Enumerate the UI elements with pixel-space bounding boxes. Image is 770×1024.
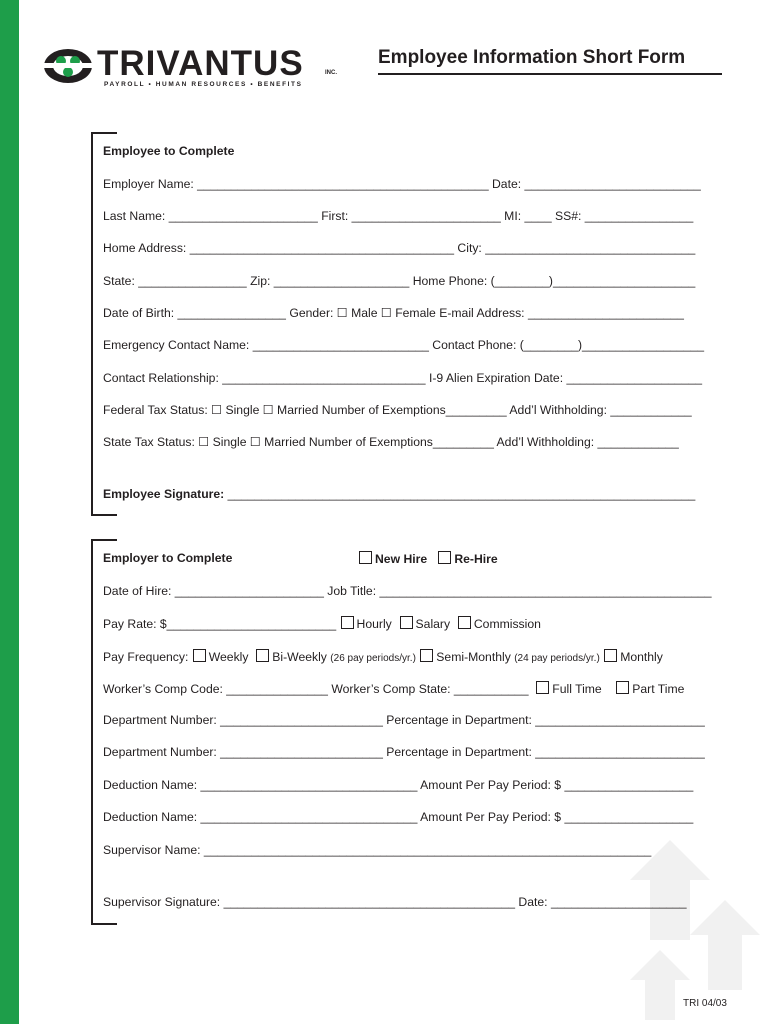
commission-checkbox[interactable] [458, 616, 471, 629]
commission-label: Commission [473, 617, 541, 631]
workers-comp-fields[interactable]: Worker’s Comp Code: _______________ Worker’s Comp State: ___________ [103, 682, 529, 696]
part-time-checkbox[interactable] [616, 681, 629, 694]
re-hire-checkbox[interactable] [438, 551, 451, 564]
new-hire-checkbox[interactable] [359, 551, 372, 564]
title-underline [378, 73, 722, 75]
salary-checkbox[interactable] [400, 616, 413, 629]
home-address-row[interactable]: Home Address: _______________________________________ City: _______________________________ [103, 241, 696, 255]
weekly-label: Weekly [208, 650, 249, 664]
contact-relationship-row[interactable]: Contact Relationship: ______________________________ I-9 Alien Expiration Date: ____________________ [103, 371, 703, 385]
emergency-contact-row[interactable]: Emergency Contact Name: __________________________ Contact Phone: (________)__________________ [103, 338, 705, 352]
part-time-label: Part Time [632, 682, 685, 696]
federal-tax-status-row[interactable]: Federal Tax Status: ☐ Single ☐ Married Number of Exemptions_________ Add’l Withholding: ____________ [103, 403, 692, 417]
date-of-hire-row[interactable]: Date of Hire: ______________________ Job Title: _________________________________________________ [103, 584, 712, 598]
semi-monthly-checkbox[interactable] [420, 649, 433, 662]
form-title: Employee Information Short Form [378, 47, 686, 68]
logo-tagline: PAYROLL • HUMAN RESOURCES • BENEFITS [104, 81, 303, 88]
employer-section-title: Employer to Complete [103, 551, 233, 565]
hourly-label: Hourly [356, 617, 392, 631]
bi-weekly-note: (26 pay periods/yr.) [330, 653, 416, 664]
dob-gender-email-row[interactable]: Date of Birth: ________________ Gender: ☐ Male ☐ Female E-mail Address: _______________________ [103, 306, 684, 320]
monthly-checkbox[interactable] [604, 649, 617, 662]
supervisor-signature-row[interactable]: Supervisor Signature: ___________________________________________ Date: ____________________ [103, 895, 687, 909]
salary-label: Salary [415, 617, 451, 631]
logo-wordmark: TRIVANTUS [97, 44, 304, 83]
deduction-row-2[interactable]: Deduction Name: ________________________________ Amount Per Pay Period: $ ___________________ [103, 810, 694, 824]
bi-weekly-checkbox[interactable] [256, 649, 269, 662]
weekly-checkbox[interactable] [193, 649, 206, 662]
pay-rate-field[interactable]: Pay Rate: $_________________________ [103, 617, 337, 631]
green-side-bar [0, 0, 19, 1024]
full-time-checkbox[interactable] [536, 681, 549, 694]
employee-section-title: Employee to Complete [103, 144, 235, 158]
hourly-checkbox[interactable] [341, 616, 354, 629]
employee-signature-line[interactable]: _____________________________________________________________________ [227, 487, 696, 501]
bi-weekly-label: Bi-Weekly [272, 650, 327, 664]
department-row-2[interactable]: Department Number: ________________________ Percentage in Department: _________________________ [103, 745, 705, 759]
pay-rate-row [103, 616, 541, 632]
form-code: TRI 04/03 [683, 998, 727, 1009]
semi-monthly-note: (24 pay periods/yr.) [514, 653, 600, 664]
re-hire-label: Re-Hire [454, 552, 498, 566]
logo-mark-icon [42, 44, 94, 86]
supervisor-name-row[interactable]: Supervisor Name: __________________________________________________________________ [103, 843, 652, 857]
watermark-arrows-icon [630, 840, 760, 1020]
deduction-row-1[interactable]: Deduction Name: ________________________________ Amount Per Pay Period: $ ___________________ [103, 778, 694, 792]
new-hire-label: New Hire [375, 552, 428, 566]
name-row[interactable]: Last Name: ______________________ First: ______________________ MI: ____ SS#: ________________ [103, 209, 694, 223]
department-row-1[interactable]: Department Number: ________________________ Percentage in Department: _________________________ [103, 713, 705, 727]
full-time-label: Full Time [552, 682, 602, 696]
state-zip-phone-row[interactable]: State: ________________ Zip: ____________________ Home Phone: (________)_____________________ [103, 274, 696, 288]
pay-frequency-label: Pay Frequency: [103, 650, 189, 664]
employer-name-row[interactable]: Employer Name: ___________________________________________ Date: __________________________ [103, 177, 701, 191]
logo-inc: INC. [325, 70, 337, 76]
pay-frequency-row [103, 649, 663, 666]
state-tax-status-row[interactable]: State Tax Status: ☐ Single ☐ Married Number of Exemptions_________ Add’l Withholding: ____________ [103, 435, 679, 449]
employee-signature-label: Employee Signature: [103, 487, 225, 501]
trivantus-logo [42, 44, 342, 94]
monthly-label: Monthly [620, 650, 663, 664]
semi-monthly-label: Semi-Monthly [436, 650, 511, 664]
workers-comp-row [103, 681, 684, 697]
